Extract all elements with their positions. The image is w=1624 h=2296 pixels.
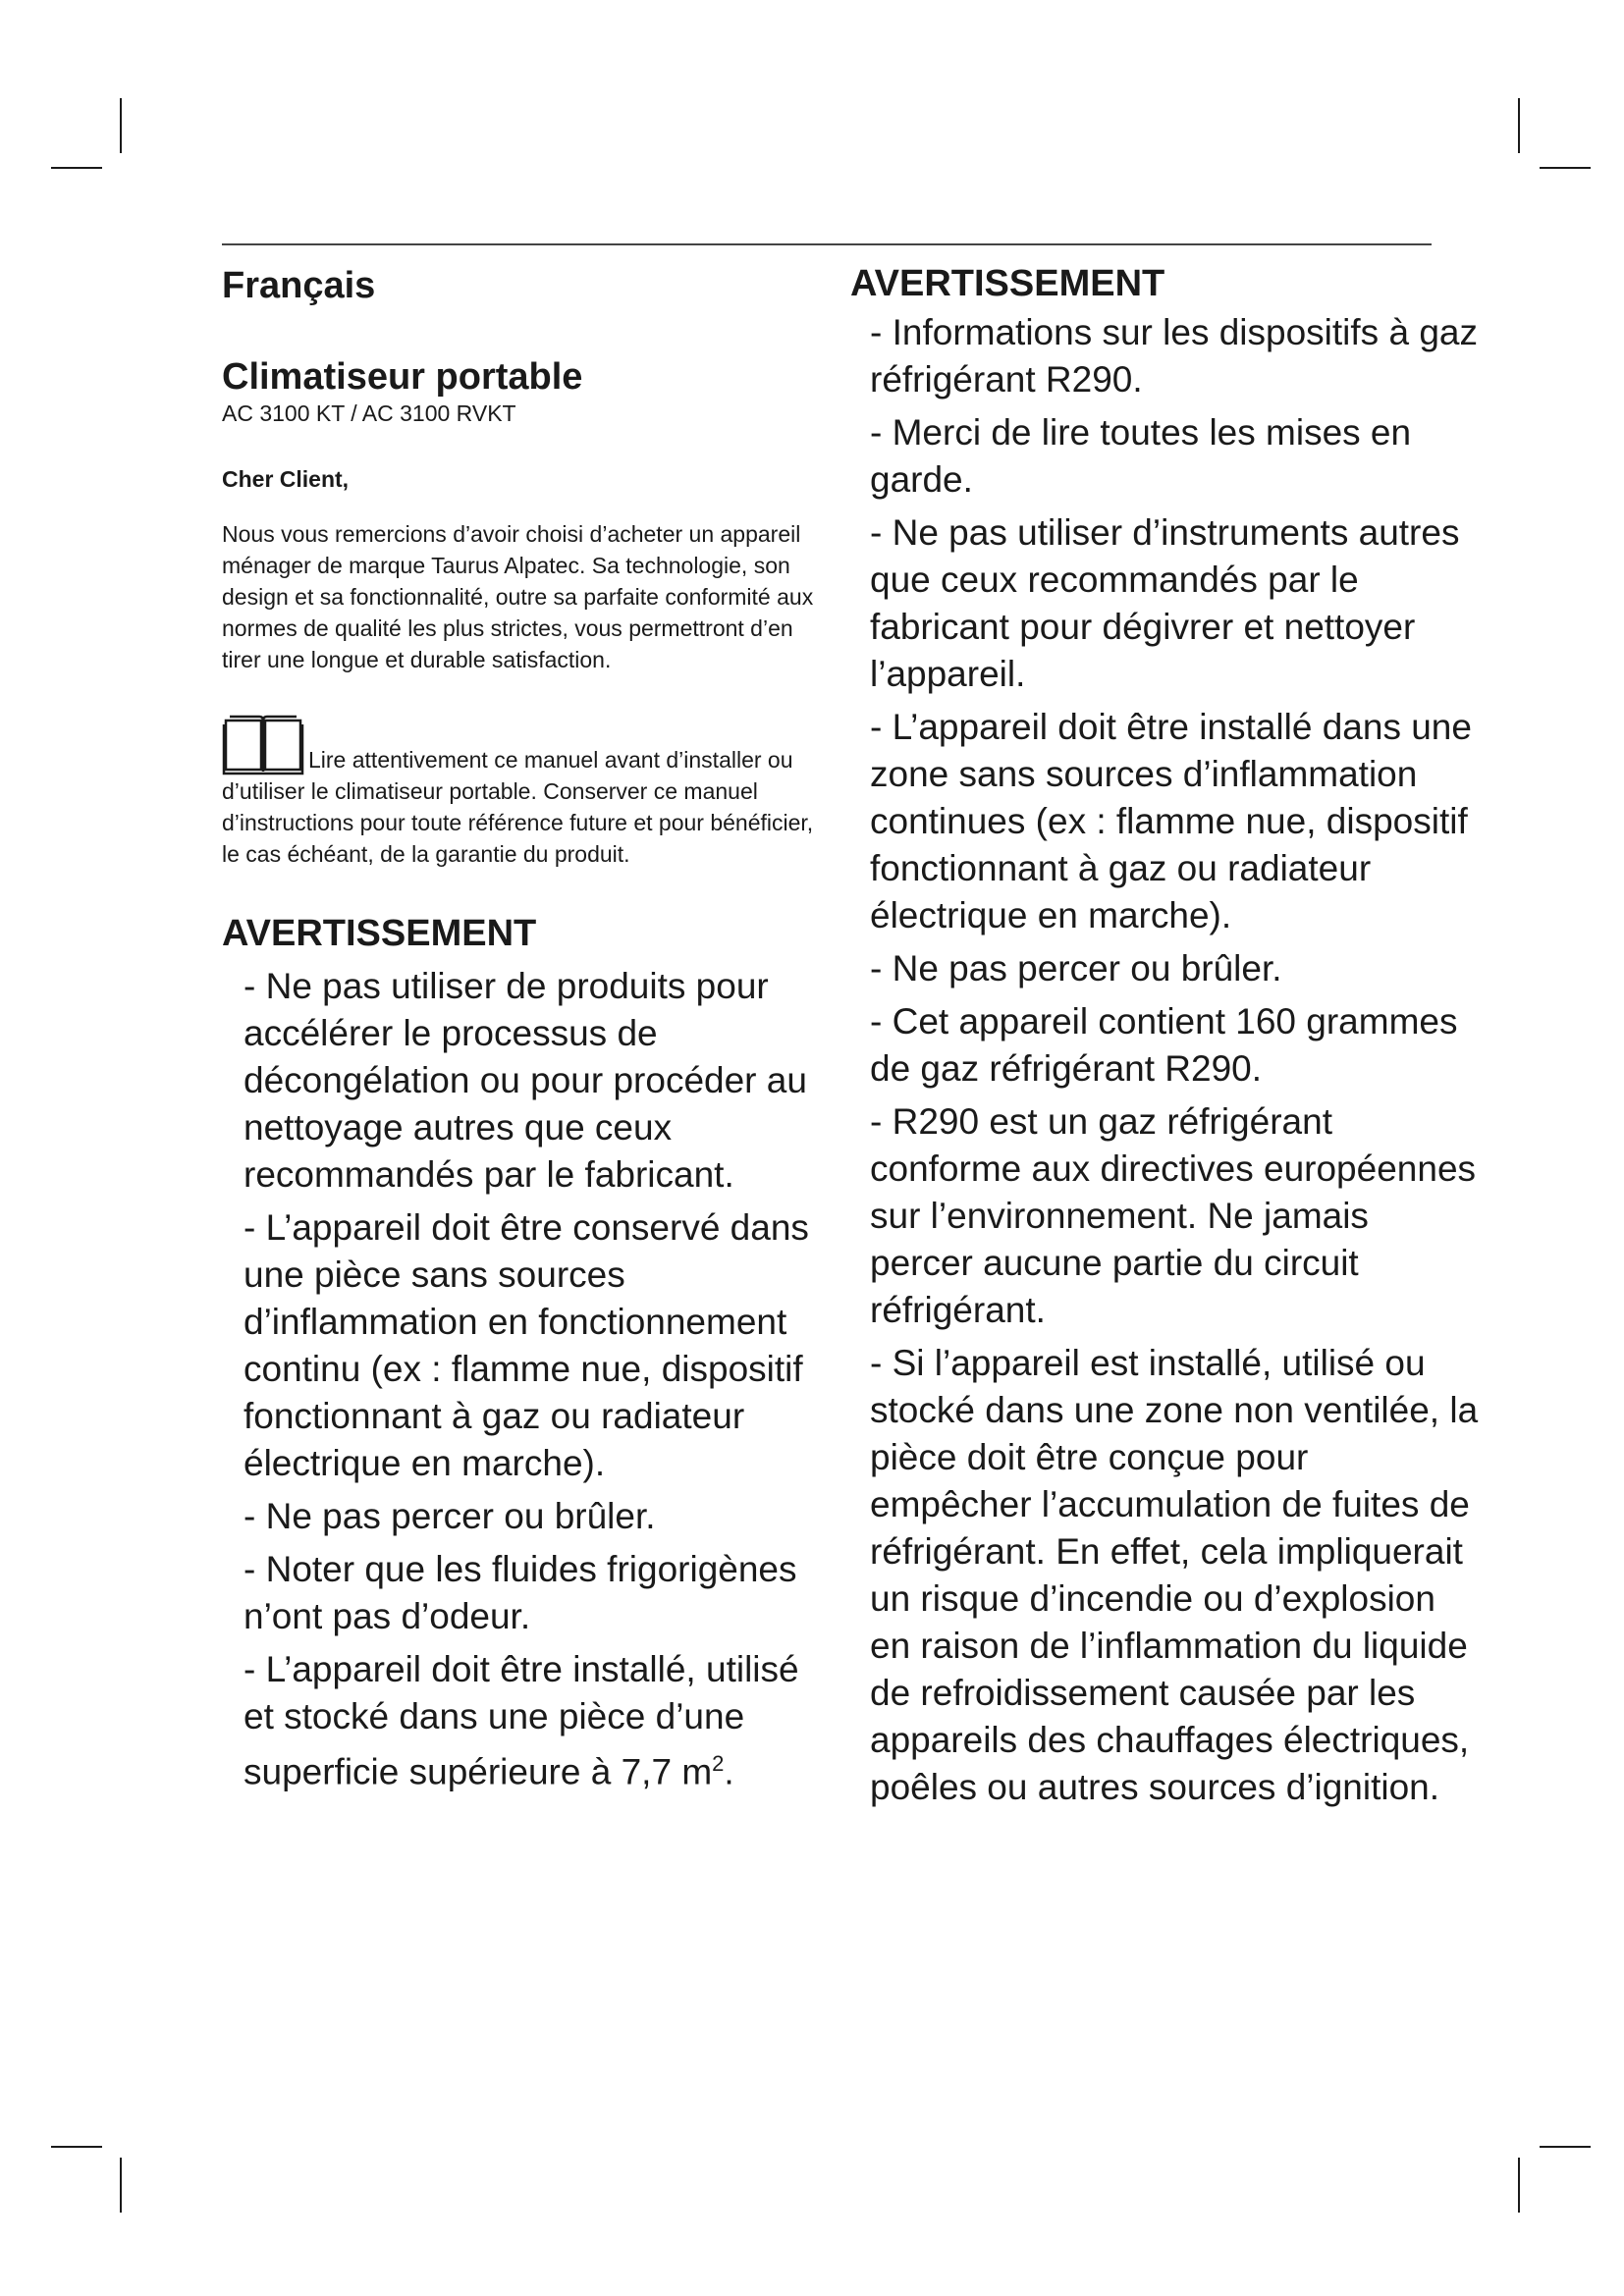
warning-list-left [244, 963, 831, 1795]
area-value: 7,7 m [621, 1751, 713, 1792]
list-item: - L’appareil doit être conservé dans une pièce sans sources d’inflammation en fonctionnement continu (ex : flamme nue, dispositif fonctionnant à gaz ou radiateur électrique en marche). [244, 1207, 809, 1483]
greeting: Cher Client, [222, 466, 350, 492]
crop-mark-top-left-vertical [120, 98, 122, 153]
warning-list-right [870, 309, 1479, 1811]
list-item: - Noter que les fluides frigorigènes n’ont pas d’odeur. [244, 1549, 797, 1636]
list-item: - Cet appareil contient 160 grammes de gaz réfrigérant R290. [870, 1001, 1458, 1089]
manual-note-text: Lire attentivement ce manuel avant d’installer ou d’utiliser le climatiseur portable. Conserver ce manuel d’instructions pour toute référence future et pour bénéficier, le cas échéant, de la garantie du produit. [222, 747, 814, 867]
list-item: - L’appareil doit être installé, utilisé et stocké dans une pièce d’une superficie supérieure à 7,7 $m^2$. [244, 1649, 799, 1792]
crop-mark-top-right-vertical [1518, 98, 1520, 153]
list-item: - R290 est un gaz réfrigérant conforme aux directives européennes sur l’environnement. Ne jamais percer aucune partie du circuit réfrigérant. [870, 1101, 1477, 1330]
model-numbers: AC 3100 KT / AC 3100 RVKT [222, 400, 516, 426]
warning-title-right: AVERTISSEMENT [850, 263, 1165, 304]
product-title: Climatiseur portable [222, 356, 583, 398]
list-item: - L’appareil doit être installé dans une zone sans sources d’inflammation continues (ex : flamme nue, dispositif fonctionnant à gaz ou radiateur électrique en marche). [870, 707, 1472, 935]
header-rule [222, 243, 1432, 245]
open-book-icon [222, 713, 304, 775]
crop-mark-bottom-left-vertical [120, 2158, 122, 2213]
area-end: . [724, 1751, 734, 1792]
warning-title-left: AVERTISSEMENT [222, 913, 537, 954]
manual-note [222, 713, 831, 870]
intro-paragraph: Nous vous remercions d’avoir choisi d’acheter un appareil ménager de marque Taurus Alpatec. Sa technologie, son design et sa fonctionnalité, outre sa parfaite conformité aux normes de qualité les plus strictes, vous permettront d’en tirer une longue et durable satisfaction. [222, 521, 814, 672]
language-heading: Français [222, 265, 376, 306]
crop-mark-bottom-left-horizontal [51, 2146, 102, 2148]
list-item: - Informations sur les dispositifs à gaz réfrigérant R290. [870, 312, 1478, 400]
crop-mark-bottom-right-vertical [1518, 2158, 1520, 2213]
right-column [850, 257, 1479, 1817]
crop-mark-top-right-horizontal [1540, 167, 1591, 169]
list-item: - Ne pas utiliser de produits pour accélérer le processus de décongélation ou pour procéder au nettoyage autres que ceux recommandés par le fabricant. [244, 966, 807, 1195]
list-item: - Merci de lire toutes les mises en garde. [870, 412, 1412, 500]
list-item: - Ne pas percer ou brûler. [870, 948, 1282, 988]
crop-mark-bottom-right-horizontal [1540, 2146, 1591, 2148]
crop-mark-top-left-horizontal [51, 167, 102, 169]
left-column [222, 257, 831, 1801]
list-item: - Ne pas utiliser d’instruments autres que ceux recommandés par le fabricant pour dégivrer et nettoyer l’appareil. [870, 512, 1460, 694]
area-exponent: 2 [712, 1751, 725, 1776]
list-item: - Si l’appareil est installé, utilisé ou stocké dans une zone non ventilée, la pièce doit être conçue pour empêcher l’accumulation de fuites de réfrigérant. En effet, cela impliquerait un risque d’incendie ou d’explosion en raison de l’inflammation du liquide de refroidissement causée par les appareils des chauffages électriques, poêles ou autres sources d’ignition. [870, 1343, 1479, 1807]
list-item: - Ne pas percer ou brûler. [244, 1496, 656, 1536]
